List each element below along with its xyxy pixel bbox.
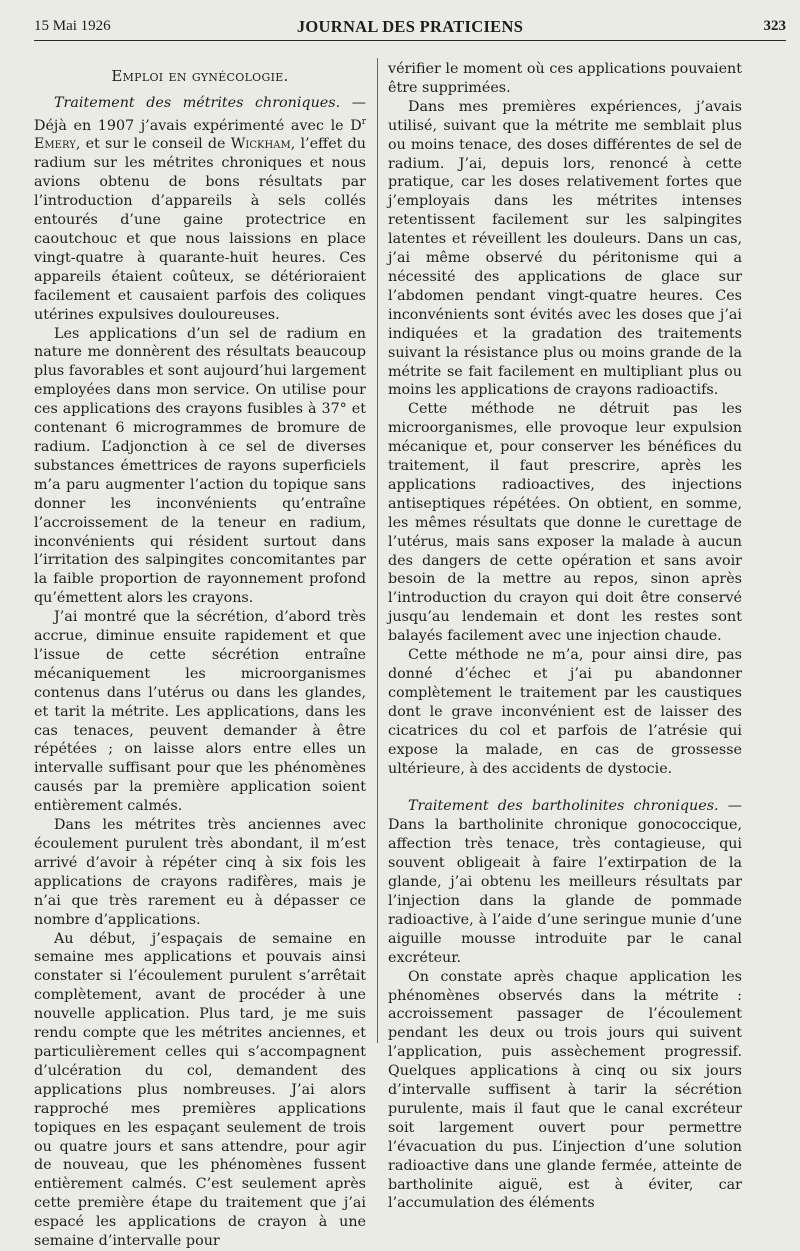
section-heading: Emploi en gynécologie. (111, 67, 289, 85)
dr-superscript: r (361, 116, 366, 127)
paragraph: J’ai montré que la sécrétion, d’abord très accrue, diminue ensuite rapidement et que l’issue de cette sécrétion entraîne mécaniquement les microorganismes contenus dans l’utérus ou dans les glandes, et tarit la métrite. Les applications, dans les cas tenaces, peuvent demander à être répétées ; on laisse alors entre elles un intervalle suffisant pour que les phénomènes causés par la première application soient entièrement calmés. (34, 609, 366, 815)
journal-title: JOURNAL DES PRATICIENS (296, 17, 524, 36)
paragraph: Cette méthode ne m’a, pour ainsi dire, pas donné d’échec et j’ai pu abandonner complètement le traitement par les caustiques dont le grave inconvénient est de laisser des cicatrices du col et parfois de l’atrésie qui expose la malade, en cas de grossesse ultérieure, à des accidents de dystocie. (388, 647, 742, 777)
subheading-bartholinites: Traitement des bartholinites chroniques. (408, 798, 719, 815)
paragraph: Dans mes premières expériences, j’avais utilisé, suivant que la métrite me semblait plus ou moins tenace, des doses différentes de sel de radium. J’ai, depuis lors, renoncé à cette pratique, car les doses relativement fortes que j’employais dans les métrites intenses retentissent facilement sur les salpingites latentes et réveillent les douleurs. Dans un cas, j’ai même observé du péritonisme qui a nécessité des applications de glace sur l’abdomen pendant vingt-quatre heures. Ces inconvénients sont évités avec les doses que j’ai indiquées et la gradation des traitements suivant la résistance plus ou moins grande de la métrite se fait facilement en multipliant plus ou moins les applications de crayons radioactifs. (388, 98, 742, 399)
issue-date: 15 Mai 1926 (34, 18, 111, 34)
paragraph-bartholinites-intro: Traitement des bartholinites chroniques. — Dans la bartholinite chronique gonococcique, affection très tenace, très contagieuse, qui souvent obligeait à faire l’extirpation de la glande, j’ai obtenu les meilleurs résultats par l’injection dans la glande de pommade radioactive, à l’aide d’une seringue munie d’une aiguille mousse introduite par le canal excréteur. (388, 798, 743, 966)
running-header (34, 18, 786, 41)
left-column (34, 60, 366, 1250)
paragraph: Cette méthode ne détruit pas les microorganismes, elle provoque leur expulsion mécanique et, pour conserver les bénéfices du traitement, il faut prescrire, après les applications radioactives, des injections antiseptiques répétées. On obtient, en somme, les mêmes résultats que donne le curettage de l’utérus, mais sans exposer la malade à aucun des dangers de cette opération et sans avoir besoin de la mettre au repos, sinon après l’introduction du crayon qui doit être conservé jusqu’au lendemain et dont les restes sont balayés facilement avec une injection chaude. (388, 401, 742, 645)
paragraph: Dans les métrites très anciennes avec écoulement purulent très abondant, il m’est arrivé d’avoir à répéter cinq à six fois les applications de crayons radifères, mais je n’ai que très rarement eu à dépasser ce nombre d’applications. (34, 817, 366, 928)
paragraph: Les applications d’un sel de radium en nature me donnèrent des résultats beaucoup plus favorables et sont aujourd’hui largement employées dans mon service. On utilise pour ces applications des crayons fusibles à 37° et contenant 6 microgrammes de bromure de radium. L’adjonction à ce sel de diverses substances émettrices de rayons superficiels m’a paru augmenter l’action du topique sans donner les inconvénients qu’entraîne l’accroissement de la teneur en radium, inconvénients qui résident surtout dans l’irritation des salpingites concomitantes par la faible proportion de rayonnement profond qu’émettent alors les crayons. (34, 325, 366, 607)
paragraph: Au début, j’espaçais de semaine en semaine mes applications et pouvais ainsi constater si l’écoulement purulent s’arrêtait complètement, avant de procéder à une nouvelle application. Plus tard, je me suis rendu compte que les métrites anciennes, et particulièrement celles qui s’accompagnent d’ulcération du col, demandent des applications plus nombreuses. J’ai alors rapproché mes premières applications topiques en les espaçant seulement de trois ou quatre jours et sans attendre, pour agir de nouveau, que les phénomènes fussent entièrement calmés. C’est seulement après cette première étape du traitement que j’ai espacé les applications de crayon à une semaine d’intervalle pour (34, 930, 366, 1250)
right-column (388, 60, 743, 1212)
paragraph-metrites-intro: Traitement des métrites chroniques. — Déjà en 1907 j’avais expérimenté avec le $D^r$ Emery, et sur le conseil de Wickham, l’effet du radium sur les métrites chroniques et nous avions obtenu de bons résultats par l’introduction d’appareils à sels collés entourés d’une gaine protectrice en caoutchouc et que nous laissions en place vingt-quatre à quarante-huit heures. Ces appareils étaient coûteux, se détérioraient facilement et causaient parfois des coliques utérines expulsives douloureuses. (34, 94, 366, 323)
author-name-wickham: Wickham (230, 136, 291, 153)
paragraph: On constate après chaque application les phénomènes observés dans la métrite : accroissement passager de l’écoulement pendant les deux ou trois jours qui suivent l’application, puis assèchement progressif. Quelques applications à cinq ou six jours d’intervalle suffisent à tarir la sécrétion purulente, mais il faut que le canal excréteur soit largement ouvert pour permettre l’évacuation du pus. L’injection d’une solution radioactive dans une glande fermée, atteinte de bartholinite aiguë, est à éviter, car l’accumulation des éléments (388, 968, 742, 1212)
paragraph-continued: vérifier le moment où ces applications pouvaient être supprimées. (388, 61, 742, 96)
section-gap (388, 778, 742, 797)
subheading-metrites: Traitement des métrites chroniques. (54, 94, 341, 111)
page-number: 323 (763, 18, 786, 34)
column-divider (377, 58, 378, 1043)
author-name-emery: Emery (34, 136, 76, 153)
